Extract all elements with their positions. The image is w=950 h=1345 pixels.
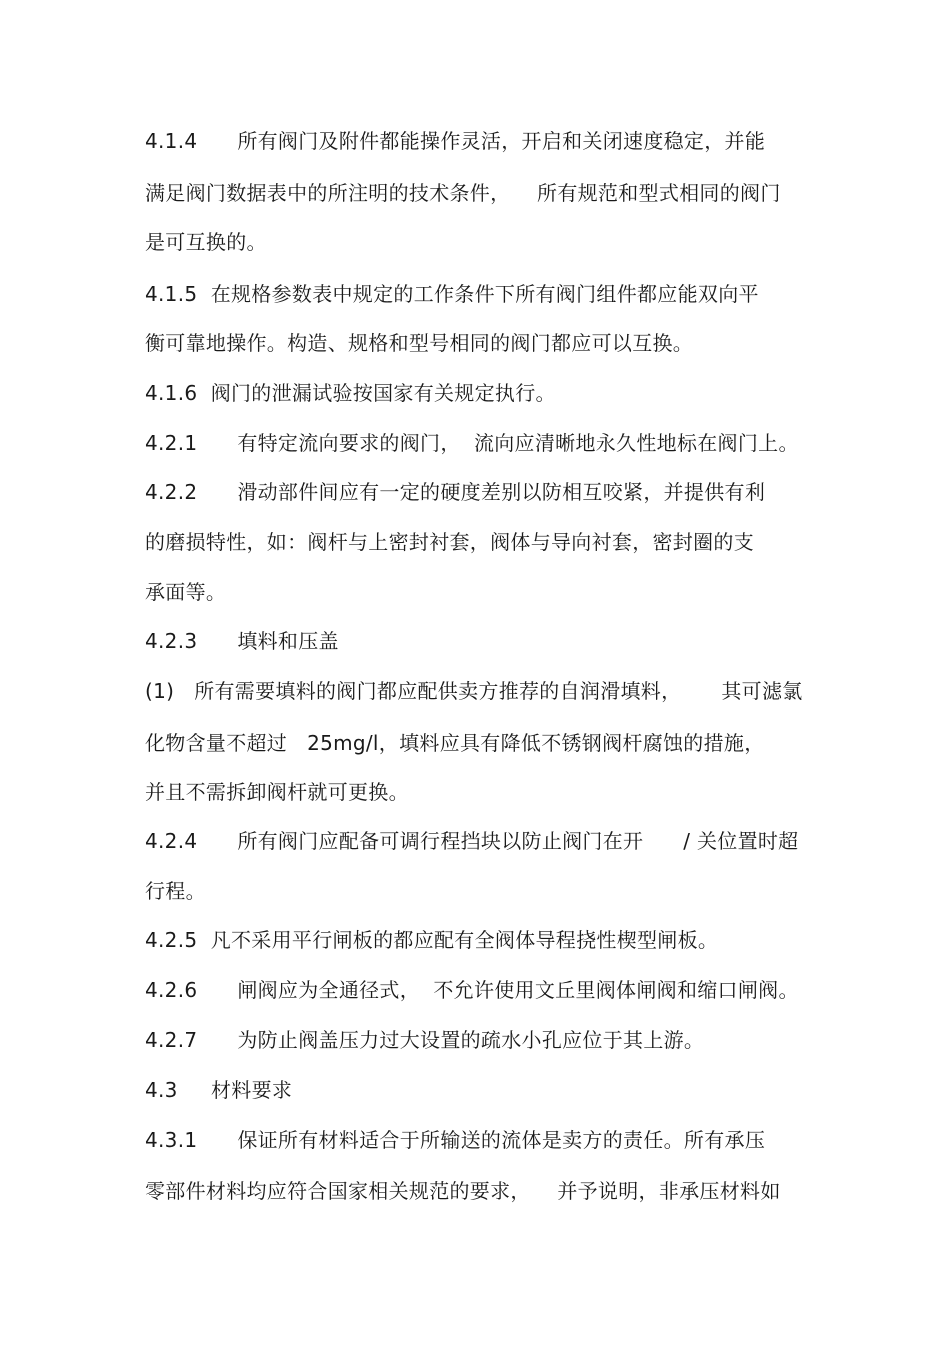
text-line: 4.1.4 所有阀门及附件都能操作灵活，开启和关闭速度稳定，并能 — [145, 129, 766, 153]
text-line: 4.2.4 所有阀门应配备可调行程挡块以防止阀门在开 / 关位置时超 — [145, 829, 799, 853]
text-line: 化物含量不超过 25mg/l，填料应具有降低不锈钢阀杆腐蚀的措施， — [145, 731, 765, 755]
text-line: 的磨损特性，如：阀杆与上密封衬套，阀体与导向衬套，密封圈的支 — [145, 530, 754, 554]
text-line: 是可互换的。 — [145, 230, 267, 254]
text-line: (1) 所有需要填料的阀门都应配供卖方推荐的自润滑填料， 其可滤氯 — [145, 679, 803, 703]
text-line: 行程。 — [145, 879, 206, 903]
text-line: 4.3 材料要求 — [145, 1078, 293, 1102]
text-line: 4.1.6 阀门的泄漏试验按国家有关规定执行。 — [145, 381, 556, 405]
text-line: 衡可靠地操作。构造、规格和型号相同的阀门都应可以互换。 — [145, 331, 694, 355]
text-line: 4.2.1 有特定流向要求的阀门， 流向应清晰地永久性地标在阀门上。 — [145, 431, 799, 455]
text-line: 零部件材料均应符合国家相关规范的要求， 并予说明，非承压材料如 — [145, 1179, 781, 1203]
text-line: 4.2.6 闸阀应为全通径式， 不允许使用文丘里阀体闸阀和缩口闸阀。 — [145, 978, 799, 1002]
text-line: 满足阀门数据表中的所注明的技术条件， 所有规范和型式相同的阀门 — [145, 181, 781, 205]
text-line: 4.2.7 为防止阀盖压力过大设置的疏水小孔应位于其上游。 — [145, 1028, 705, 1052]
text-line: 并且不需拆卸阀杆就可更换。 — [145, 780, 409, 804]
text-line: 4.2.5 凡不采用平行闸板的都应配有全阀体导程挠性楔型闸板。 — [145, 928, 719, 952]
text-line: 4.1.5 在规格参数表中规定的工作条件下所有阀门组件都应能双向平 — [145, 282, 759, 306]
text-line: 4.2.2 滑动部件间应有一定的硬度差别以防相互咬紧，并提供有利 — [145, 480, 766, 504]
text-line: 4.3.1 保证所有材料适合于所输送的流体是卖方的责任。所有承压 — [145, 1128, 766, 1152]
text-line: 4.2.3 填料和压盖 — [145, 629, 339, 653]
text-line: 承面等。 — [145, 580, 227, 604]
